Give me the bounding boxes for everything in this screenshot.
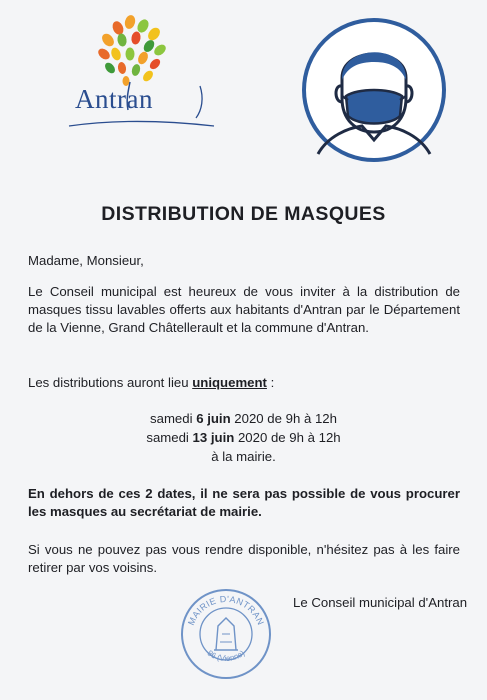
date-line [0, 428, 487, 447]
tree-logo-icon [66, 14, 216, 134]
lieu-emphasis: uniquement [192, 375, 267, 390]
location-line: à la mairie. [211, 449, 276, 464]
warning-paragraph: En dehors de ces 2 dates, il ne sera pas possible de vous procurer les masques au secrétariat de mairie. [28, 486, 460, 519]
lieu-line [28, 374, 460, 392]
signature: Le Conseil municipal d'Antran [293, 595, 468, 610]
salutation: Madame, Monsieur, [28, 253, 144, 268]
date-post: 2020 de 9h à 12h [234, 430, 341, 445]
dates-block [0, 409, 487, 466]
stamp-top-text: MAIRIE D'ANTRAN [185, 593, 267, 627]
logo-wordmark: Antran [75, 84, 153, 114]
intro-paragraph: Le Conseil municipal est heureux de vous inviter à la distribution de masques tissu lavables offerts aux habitants d'Antran par le Département de la Vienne, Grand Châtellerault et la commune d'Antran. [28, 284, 460, 335]
date-line [0, 409, 487, 428]
lieu-prefix: Les distributions auront lieu [28, 375, 193, 390]
availability-paragraph: Si vous ne pouvez pas vous rendre disponible, n'hésitez pas à les faire retirer par vos voisins. [28, 542, 460, 575]
date-pre: samedi [150, 411, 197, 426]
mairie-stamp-icon [178, 586, 274, 682]
mask-person-icon [302, 16, 446, 164]
lieu-suffix: : [266, 375, 275, 390]
date-day: 6 juin [196, 411, 231, 426]
stamp-bottom-text: 86 (Vienne) [205, 648, 247, 664]
date-pre: samedi [146, 430, 193, 445]
date-post: 2020 de 9h à 12h [230, 411, 337, 426]
date-day: 13 juin [192, 430, 235, 445]
page-title: DISTRIBUTION DE MASQUES [101, 203, 386, 225]
